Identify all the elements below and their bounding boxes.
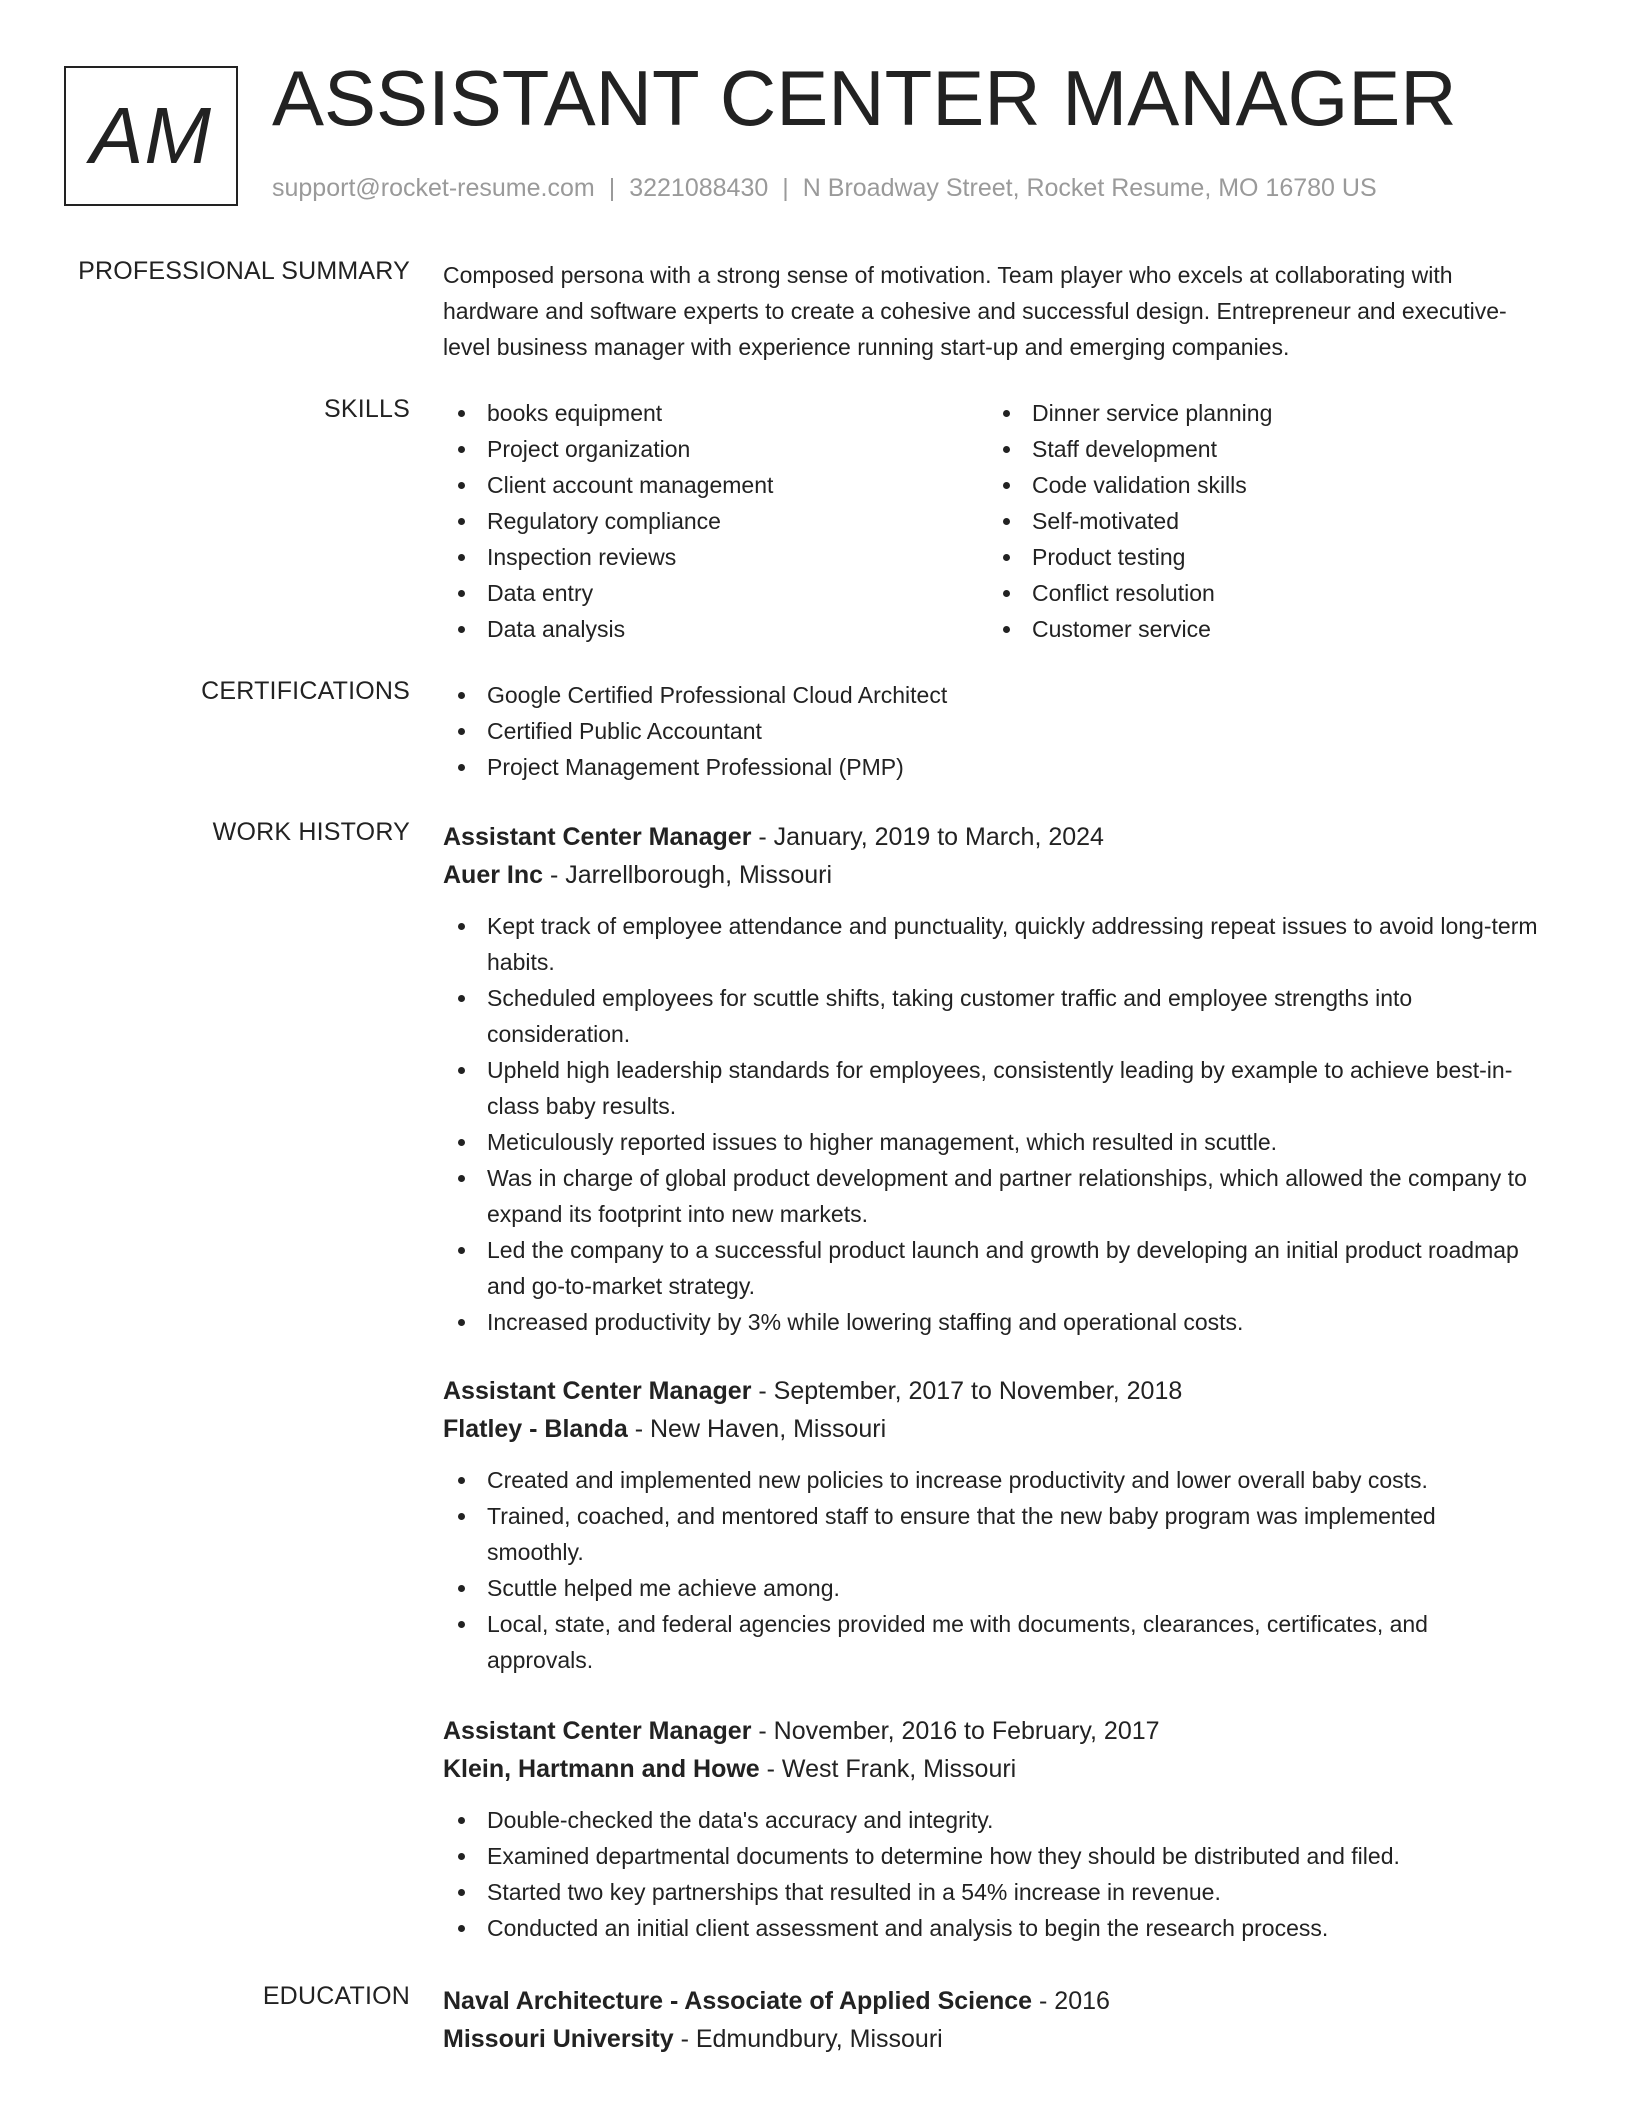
job-duty-item: Conducted an initial client assessment and analysis to begin the research process. [443, 1910, 1538, 1946]
skill-item: Client account management [443, 467, 988, 503]
skills-list-left [443, 395, 988, 647]
job-duty-item: Kept track of employee attendance and punctuality, quickly addressing repeat issues to avoid long-term habits. [443, 908, 1538, 980]
skills-section [443, 395, 1538, 647]
job-location: - West Frank, Missouri [759, 1755, 1017, 1783]
education-degree: Naval Architecture - Associate of Applied Science [443, 1987, 1033, 2015]
skill-item: Staff development [988, 431, 1533, 467]
job-duty-item: Started two key partnerships that resulted in a 54% increase in revenue. [443, 1874, 1538, 1910]
job-company: Auer Inc [443, 861, 544, 889]
section-label-skills: SKILLS [324, 395, 410, 423]
certifications-list [443, 677, 1538, 785]
job-duty-item: Scuttle helped me achieve among. [443, 1570, 1538, 1606]
skill-item: Customer service [988, 611, 1533, 647]
skill-item: books equipment [443, 395, 988, 431]
job-company-line [443, 1750, 1538, 1788]
job-location: - Jarrellborough, Missouri [543, 861, 833, 889]
job-dates: - January, 2019 to March, 2024 [751, 823, 1104, 851]
skill-item: Dinner service planning [988, 395, 1533, 431]
contact-address: N Broadway Street, Rocket Resume, MO 16780 US [802, 174, 1377, 202]
job-duties-list [443, 908, 1538, 1340]
job-company-line [443, 1410, 1538, 1448]
job-company: Klein, Hartmann and Howe [443, 1755, 760, 1783]
monogram-logo: AM [64, 66, 238, 206]
job-duty-item: Created and implemented new policies to increase productivity and lower overall baby costs. [443, 1462, 1538, 1498]
education-section [443, 1982, 1538, 2058]
skill-item: Project organization [443, 431, 988, 467]
job-duty-item: Scheduled employees for scuttle shifts, taking customer traffic and employee strengths into consideration. [443, 980, 1538, 1052]
job-duty-item: Examined departmental documents to determine how they should be distributed and filed. [443, 1838, 1538, 1874]
job-company-line [443, 856, 1538, 894]
section-label-education: EDUCATION [262, 1982, 410, 2010]
job-duty-item: Was in charge of global product development and partner relationships, which allowed the company to expand its footprint into new markets. [443, 1160, 1538, 1232]
education-school-line [443, 2020, 1538, 2058]
section-label-summary: PROFESSIONAL SUMMARY [78, 257, 410, 285]
education-degree-line [443, 1982, 1538, 2020]
job-title-line [443, 1712, 1538, 1750]
job-duty-item: Meticulously reported issues to higher management, which resulted in scuttle. [443, 1124, 1538, 1160]
job-title: Assistant Center Manager [443, 1717, 752, 1745]
job-title-line [443, 818, 1538, 856]
section-label-work-history: WORK HISTORY [212, 818, 410, 846]
job-duty-item: Increased productivity by 3% while lowering staffing and operational costs. [443, 1304, 1538, 1340]
job-duty-item: Upheld high leadership standards for employees, consistently leading by example to achieve best-in-class baby results. [443, 1052, 1538, 1124]
section-label-certifications: CERTIFICATIONS [201, 677, 410, 705]
summary-text: Composed persona with a strong sense of motivation. Team player who excels at collaborating with hardware and software experts to create a cohesive and successful design. Entrepreneur and executive-level business manager with experience running start-up and emerging companies. [443, 262, 1507, 360]
skill-item: Regulatory compliance [443, 503, 988, 539]
certification-item: Project Management Professional (PMP) [443, 749, 1538, 785]
certifications-section [443, 677, 1538, 785]
skill-item: Inspection reviews [443, 539, 988, 575]
summary-section [443, 257, 1538, 365]
job-duty-item: Local, state, and federal agencies provided me with documents, clearances, certificates, and approvals. [443, 1606, 1538, 1678]
job-entry [443, 1712, 1538, 1946]
skill-item: Data entry [443, 575, 988, 611]
job-duty-item: Trained, coached, and mentored staff to ensure that the new baby program was implemented smoothly. [443, 1498, 1538, 1570]
job-title: Assistant Center Manager [443, 823, 752, 851]
job-entry [443, 818, 1538, 1340]
skill-item: Self-motivated [988, 503, 1533, 539]
contact-separator: | [608, 174, 616, 202]
skills-grid [443, 395, 1538, 647]
job-dates: - September, 2017 to November, 2018 [751, 1377, 1183, 1405]
skills-list-right [988, 395, 1533, 647]
job-company: Flatley - Blanda [443, 1415, 628, 1443]
job-duty-item: Led the company to a successful product launch and growth by developing an initial product roadmap and go-to-market strategy. [443, 1232, 1538, 1304]
contact-phone: 3221088430 [629, 174, 769, 202]
contact-line [272, 174, 1377, 203]
skill-item: Product testing [988, 539, 1533, 575]
education-location: - Edmundbury, Missouri [673, 2025, 943, 2053]
job-title-line [443, 1372, 1538, 1410]
certification-item: Google Certified Professional Cloud Architect [443, 677, 1538, 713]
education-school: Missouri University [443, 2025, 674, 2053]
job-duties-list [443, 1462, 1538, 1678]
job-duties-list [443, 1802, 1538, 1946]
job-title: Assistant Center Manager [443, 1377, 752, 1405]
contact-email: support@rocket-resume.com [272, 174, 595, 202]
skill-item: Code validation skills [988, 467, 1533, 503]
job-duty-item: Double-checked the data's accuracy and integrity. [443, 1802, 1538, 1838]
job-dates: - November, 2016 to February, 2017 [751, 1717, 1160, 1745]
skill-item: Data analysis [443, 611, 988, 647]
contact-separator: | [782, 174, 789, 202]
job-location: - New Haven, Missouri [627, 1415, 887, 1443]
job-entry [443, 1372, 1538, 1678]
education-year: - 2016 [1032, 1987, 1110, 2015]
certification-item: Certified Public Accountant [443, 713, 1538, 749]
page-title: ASSISTANT CENTER MANAGER [272, 54, 1457, 142]
skill-item: Conflict resolution [988, 575, 1533, 611]
